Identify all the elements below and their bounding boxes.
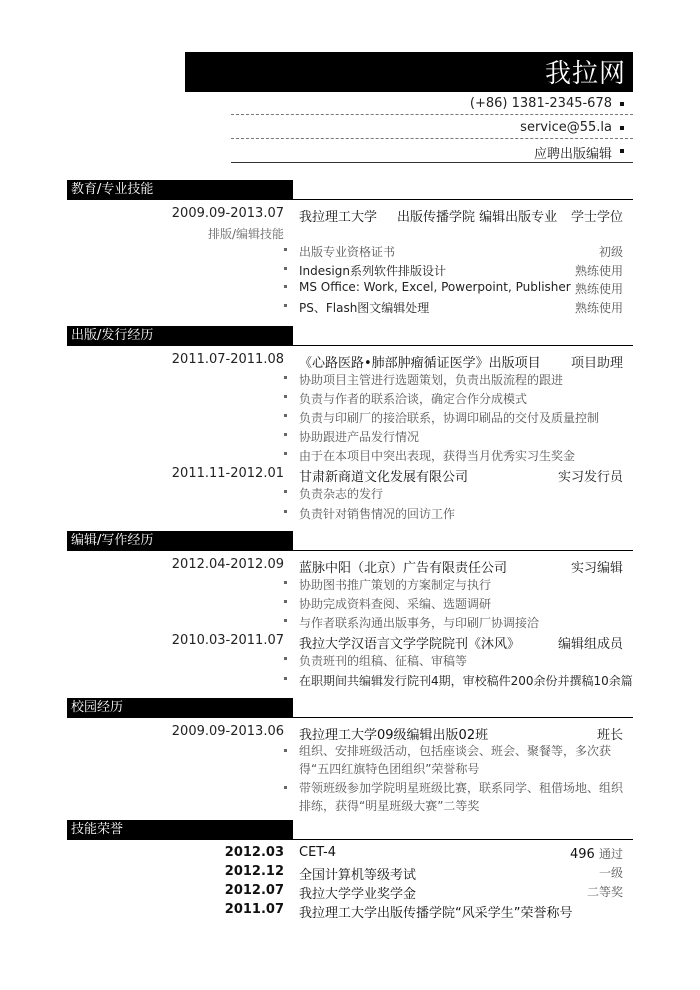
list-item: 负责与印刷厂的接洽联系，协调印刷品的交付及质量控制 xyxy=(299,411,600,425)
bullet-icon xyxy=(284,267,287,270)
award-date: 2012.12 xyxy=(224,864,284,879)
section-header-education xyxy=(67,180,633,200)
bullet-icon xyxy=(284,414,287,417)
entry-date: 2012.04-2012.09 xyxy=(171,557,284,572)
award-name: 我拉大学学业奖学金 xyxy=(299,887,417,902)
phone-number: (+86) 1381-2345-678 xyxy=(469,96,612,111)
entry-organization: 甘肃新商道文化发展有限公司 xyxy=(299,470,469,485)
entry-role: 编辑组成员 xyxy=(557,637,623,652)
skill-level: 熟练使用 xyxy=(574,301,623,315)
bullet-icon xyxy=(284,677,287,680)
award-date: 2011.07 xyxy=(224,902,284,917)
bullet-icon xyxy=(284,581,287,584)
divider xyxy=(231,138,633,139)
award-date: 2012.03 xyxy=(224,845,284,860)
bullet-icon xyxy=(284,510,287,513)
list-item: 协助项目主管进行选题策划，负责出版流程的跟进 xyxy=(299,373,564,387)
bullet-icon xyxy=(284,248,287,251)
bullet-icon xyxy=(284,786,287,789)
email-address: service@55.la xyxy=(520,120,612,135)
list-item: 与作者联系沟通出版事务，与印刷厂协调接洽 xyxy=(299,616,540,630)
skill-level: 熟练使用 xyxy=(574,282,623,296)
bullet-icon xyxy=(284,433,287,436)
bullet-icon xyxy=(620,126,624,130)
list-item: 组织、安排班级活动，包括座谈会、班会、聚餐等，多次获得“五四红旗特色团组织”荣誉称号 xyxy=(299,744,612,776)
section-title: 编辑/写作经历 xyxy=(71,533,154,548)
section-header-editing xyxy=(67,531,633,551)
list-item: 由于在本项目中突出表现，获得当月优秀实习生奖金 xyxy=(299,449,576,463)
award-name: 全国计算机等级考试 xyxy=(299,868,417,883)
award-score: 496 xyxy=(570,847,595,862)
bullet-icon xyxy=(284,619,287,622)
bullet-icon xyxy=(284,376,287,379)
entry-role: 项目助理 xyxy=(570,356,623,371)
section-header-campus xyxy=(67,698,633,718)
entry-date: 2009.09-2013.06 xyxy=(171,724,284,739)
entry-date: 2011.07-2011.08 xyxy=(171,352,284,367)
entry-role: 实习编辑 xyxy=(570,561,623,576)
school-name: 我拉理工大学 xyxy=(299,210,378,225)
entry-date: 2011.11-2012.01 xyxy=(171,466,284,481)
list-item: 带领班级参加学院明星班级比赛，联系同学、租借场地、组织排练，获得“明星班级大赛”二等奖 xyxy=(299,781,624,813)
list-item: 在职期间共编辑发行院刊4期，审校稿件200余份并撰稿10余篇 xyxy=(299,674,633,688)
bullet-icon xyxy=(284,285,287,288)
skill-level: 熟练使用 xyxy=(574,264,623,278)
entry-organization: 我拉大学汉语言文学学院院刊《沐风》 xyxy=(299,637,521,652)
list-item: 负责杂志的发行 xyxy=(299,487,384,501)
skills-label: 排版/编辑技能 xyxy=(207,227,284,241)
bullet-icon xyxy=(284,452,287,455)
bullet-icon xyxy=(284,749,287,752)
bullet-icon xyxy=(284,600,287,603)
skill-name: Indesign系列软件排版设计 xyxy=(299,264,446,278)
bullet-icon xyxy=(284,395,287,398)
entry-date: 2010.03-2011.07 xyxy=(171,633,284,648)
list-item: 协助跟进产品发行情况 xyxy=(299,430,420,444)
bullet-icon xyxy=(284,304,287,307)
bullet-icon xyxy=(284,490,287,493)
section-header-awards xyxy=(67,820,633,840)
skill-name: 出版专业资格证书 xyxy=(299,245,396,259)
entry-role: 班长 xyxy=(596,728,623,743)
list-item: 负责针对销售情况的回访工作 xyxy=(299,507,456,521)
section-title: 出版/发行经历 xyxy=(71,328,154,343)
award-name: CET-4 xyxy=(299,845,337,860)
list-item: 负责班刊的组稿、征稿、审稿等 xyxy=(299,654,468,668)
entry-organization: 《心路医路•肺部肿瘤循证医学》出版项目 xyxy=(299,356,541,371)
bullet-icon xyxy=(620,102,624,106)
divider xyxy=(231,162,633,163)
education-date: 2009.09-2013.07 xyxy=(171,206,284,221)
skill-level: 初级 xyxy=(598,245,623,259)
section-title: 技能荣誉 xyxy=(71,822,124,837)
list-item: 协助图书推广策划的方案制定与执行 xyxy=(299,578,492,592)
award-date: 2012.07 xyxy=(224,883,284,898)
section-title: 教育/专业技能 xyxy=(71,182,154,197)
entry-organization: 蓝脉中阳（北京）广告有限责任公司 xyxy=(299,561,508,576)
section-header-publishing xyxy=(67,326,633,346)
award-status: 一级 xyxy=(598,866,623,880)
skill-name: PS、Flash图文编辑处理 xyxy=(299,301,430,315)
entry-role: 实习发行员 xyxy=(557,470,623,485)
divider xyxy=(231,114,633,115)
job-objective: 应聘出版编辑 xyxy=(533,147,612,162)
list-item: 协助完成资料查阅、采编、选题调研 xyxy=(299,597,492,611)
college-major: 出版传播学院 编辑出版专业 xyxy=(397,210,558,225)
list-item: 负责与作者的联系洽谈，确定合作分成模式 xyxy=(299,392,528,406)
section-title: 校园经历 xyxy=(71,700,124,715)
award-status: 二等奖 xyxy=(586,885,623,899)
award-result xyxy=(570,845,623,862)
bullet-icon xyxy=(284,657,287,660)
award-name: 我拉理工大学出版传播学院“风采学生”荣誉称号 xyxy=(299,906,573,921)
entry-organization: 我拉理工大学09级编辑出版02班 xyxy=(299,728,489,743)
award-status: 通过 xyxy=(598,847,623,861)
applicant-name: 我拉网 xyxy=(544,59,626,89)
degree: 学士学位 xyxy=(570,210,623,225)
bullet-icon xyxy=(620,149,624,153)
skill-name: MS Office: Work, Excel, Powerpoint, Publisher xyxy=(299,280,571,294)
